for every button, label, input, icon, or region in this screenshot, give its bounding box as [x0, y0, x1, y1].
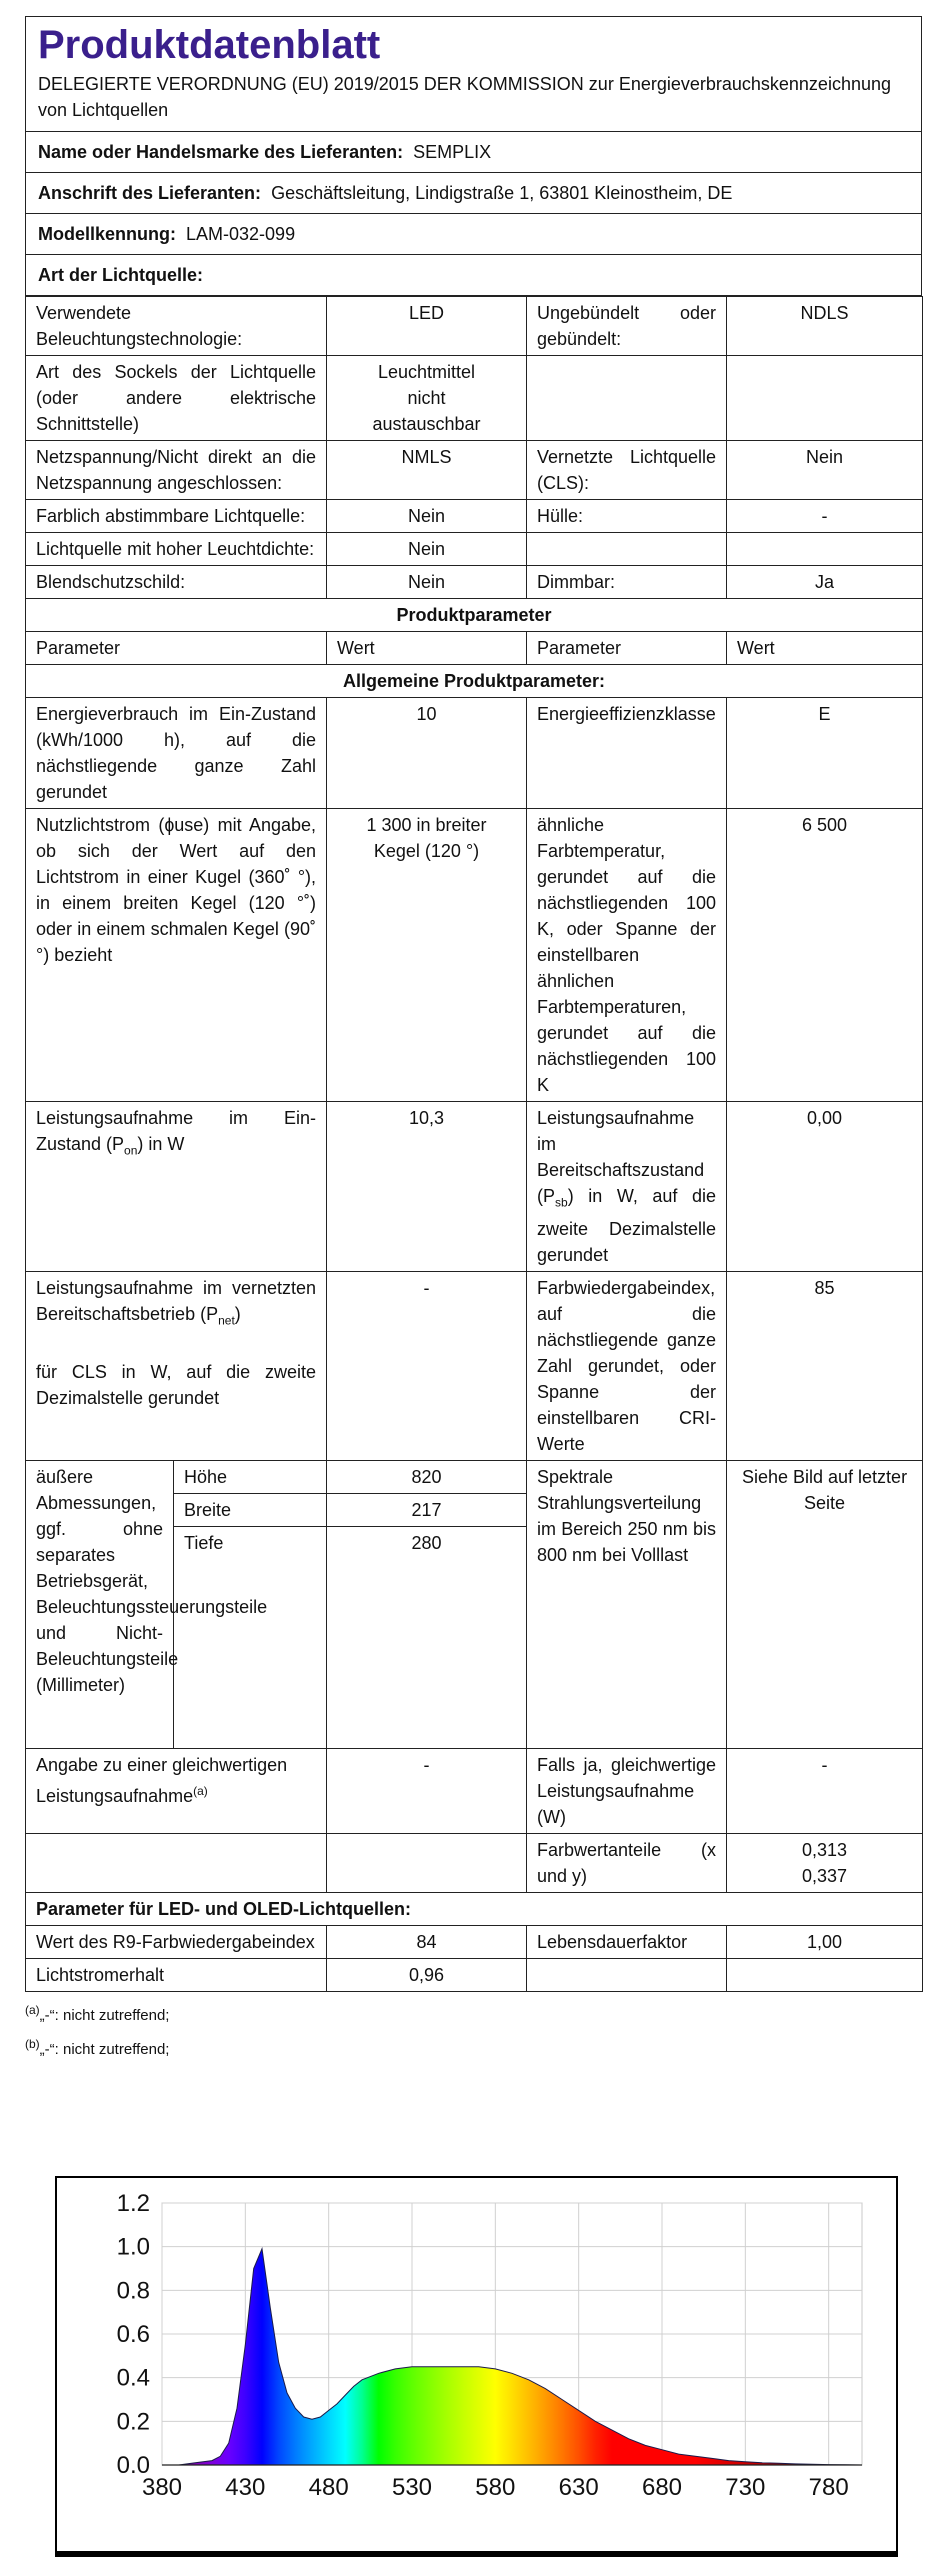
x-tick-label: 580 — [475, 2474, 516, 2501]
socket-value: Leuchtmittel nicht austauschbar — [327, 356, 527, 441]
table-row — [26, 1833, 923, 1892]
depth-label: Tiefe — [174, 1526, 327, 1748]
depth-value: 280 — [327, 1526, 527, 1748]
product-parameters-heading: Produktparameter — [26, 599, 923, 632]
anti-glare-value: Nein — [327, 566, 527, 599]
equivalent-watts-value: - — [727, 1748, 923, 1833]
equivalent-power-label: Angabe zu einer gleichwertigen Leistungsaufnahme$^{(a)}$ — [26, 1748, 327, 1833]
standby-power-value: 0,00 — [727, 1102, 923, 1272]
r9-value: 84 — [327, 1925, 527, 1958]
empty-cell — [527, 356, 727, 441]
dimmable-label: Dimmbar: — [527, 566, 727, 599]
footnotes — [25, 1996, 922, 2064]
table-row — [26, 533, 923, 566]
model-value: LAM-032-099 — [186, 224, 296, 244]
datasheet — [25, 16, 922, 2064]
luminous-flux-value: 1 300 in breiter Kegel (120 °) — [327, 809, 527, 1102]
cls-value: Nein — [727, 441, 923, 500]
lifetime-factor-label: Lebensdauerfaktor — [527, 1925, 727, 1958]
energy-class-value: E — [727, 698, 923, 809]
parameter-table — [25, 296, 923, 1992]
table-row — [26, 665, 923, 698]
supplier-address-value: Geschäftsleitung, Lindigstraße 1, 63801 Kleinostheim, DE — [271, 183, 733, 203]
lifetime-factor-value: 1,00 — [727, 1925, 923, 1958]
table-row — [26, 1748, 923, 1833]
column-header-value: Wert — [727, 632, 923, 665]
energy-consumption-label: Energieverbrauch im Ein-Zustand (kWh/1000 h), auf die nächstliegende ganze Zahl gerundet — [26, 698, 327, 809]
tech-label: Verwendete Beleuchtungstechnologie: — [26, 297, 327, 356]
table-row — [26, 297, 923, 356]
x-tick-label: 530 — [391, 2474, 433, 2501]
y-tick-label: 1.0 — [116, 2233, 150, 2261]
table-row — [26, 698, 923, 809]
networked-standby-label: Leistungsaufnahme im vernetzten Bereitschaftsbetrieb $(P_{net})$ für CLS in W, auf die zweite Dezimalstelle gerundet — [26, 1271, 327, 1460]
model-row — [25, 214, 922, 255]
spectral-distribution-label: Spektrale Strahlungsverteilung im Bereich 250 nm bis 800 nm bei Volllast — [527, 1460, 727, 1748]
cri-value: 85 — [727, 1271, 923, 1460]
on-mode-power-value: 10,3 — [327, 1102, 527, 1272]
r9-label: Wert des R9-Farbwiedergabeindex — [26, 1925, 327, 1958]
width-value: 217 — [327, 1493, 527, 1526]
bundled-label: Ungebündelt oder gebündelt: — [527, 297, 727, 356]
y-tick-label: 0.4 — [116, 2364, 150, 2392]
equivalent-power-value: - — [327, 1748, 527, 1833]
standby-power-label: Leistungsaufnahme im Bereitschaftszustand $(P_{sb})$ in W, auf die zweite Dezimalstelle gerundet — [527, 1102, 727, 1272]
empty-cell — [727, 533, 923, 566]
table-row — [26, 1958, 923, 1991]
mains-label: Netzspannung/Nicht direkt an die Netzspannung angeschlossen: — [26, 441, 327, 500]
luminous-flux-label: Nutzlichtstrom (ɸuse) mit Angabe, ob sich der Wert auf den Lichtstrom in einer Kugel (360˚ °), in einem breiten Kegel (120 °˚) oder in einem schmalen Kegel (90˚ °) bezieht — [26, 809, 327, 1102]
model-label: Modellkennung: — [38, 224, 176, 244]
table-row — [26, 356, 923, 441]
empty-cell — [527, 533, 727, 566]
supplier-address-label: Anschrift des Lieferanten: — [38, 183, 262, 203]
y-tick-label: 0.8 — [116, 2277, 150, 2305]
x-tick-label: 380 — [141, 2474, 183, 2501]
empty-cell — [527, 1958, 727, 1991]
equivalent-watts-label: Falls ja, gleichwertige Leistungsaufnahme (W) — [527, 1748, 727, 1833]
spectrum-chart-frame — [55, 2176, 898, 2553]
colour-tunable-value: Nein — [327, 500, 527, 533]
tech-value: LED — [327, 297, 527, 356]
column-header-value: Wert — [327, 632, 527, 665]
table-row — [26, 599, 923, 632]
page-title: Produktdatenblatt — [38, 23, 381, 67]
footnote-a: $^{(a)}$„-“: nicht zutreffend; — [25, 2002, 170, 2024]
empty-cell — [727, 1958, 923, 1991]
socket-label: Art des Sockels der Lichtquelle (oder andere elektrische Schnittstelle) — [26, 356, 327, 441]
column-header-parameter: Parameter — [26, 632, 327, 665]
x-tick-label: 630 — [558, 2474, 599, 2501]
table-row — [26, 566, 923, 599]
title-box — [25, 16, 922, 132]
energy-class-label: Energieeffizienzklasse — [527, 698, 727, 809]
empty-cell — [727, 356, 923, 441]
led-parameters-heading: Parameter für LED- und OLED-Lichtquellen: — [26, 1892, 923, 1925]
table-row — [26, 1925, 923, 1958]
table-row — [26, 632, 923, 665]
chromaticity-label: Farbwertanteile (x und y) — [527, 1833, 727, 1892]
y-tick-label: 0.2 — [116, 2408, 150, 2436]
anti-glare-label: Blendschutzschild: — [26, 566, 327, 599]
x-tick-label: 430 — [225, 2474, 266, 2501]
height-label: Höhe — [174, 1460, 327, 1493]
table-row — [26, 1460, 923, 1493]
empty-cell — [327, 1833, 527, 1892]
table-row — [26, 500, 923, 533]
general-parameters-heading: Allgemeine Produktparameter: — [26, 665, 923, 698]
x-tick-label: 730 — [725, 2474, 766, 2501]
regulation-subtitle: DELEGIERTE VERORDNUNG (EU) 2019/2015 DER KOMMISSION zur Energieverbrauchskennzeichnung von Lichtquellen — [38, 74, 891, 120]
y-tick-label: 0.6 — [116, 2321, 150, 2348]
supplier-name-row — [25, 132, 922, 173]
table-row — [26, 441, 923, 500]
colour-temperature-label: ähnliche Farbtemperatur, gerundet auf die nächstliegenden 100 K, oder Spanne der einstellbaren ähnlichen Farbtemperaturen, gerundet auf die nächstliegenden 100 K — [527, 809, 727, 1102]
colour-temperature-value: 6 500 — [727, 809, 923, 1102]
energy-consumption-value: 10 — [327, 698, 527, 809]
table-row — [26, 809, 923, 1102]
colour-tunable-label: Farblich abstimmbare Lichtquelle: — [26, 500, 327, 533]
dimensions-label: äußere Abmessungen, ggf. ohne separates Betriebsgerät, Beleuchtungssteuerungsteile und Nicht-Beleuchtungsteile (Millimeter) — [26, 1460, 174, 1748]
height-value: 820 — [327, 1460, 527, 1493]
table-row — [26, 1271, 923, 1460]
empty-cell — [26, 1833, 327, 1892]
y-tick-label: 0.0 — [116, 2452, 150, 2479]
shell-value: - — [727, 500, 923, 533]
y-tick-label: 1.2 — [116, 2190, 150, 2217]
width-label: Breite — [174, 1493, 327, 1526]
high-luminance-label: Lichtquelle mit hoher Leuchtdichte: — [26, 533, 327, 566]
footnote-b: $^{(b)}$„-“: nicht zutreffend; — [25, 2036, 170, 2058]
cls-label: Vernetzte Lichtquelle (CLS): — [527, 441, 727, 500]
on-mode-power-label: Leistungsaufnahme im Ein-Zustand $(P_{on})$ in W — [26, 1102, 327, 1272]
high-luminance-value: Nein — [327, 533, 527, 566]
supplier-address-row — [25, 173, 922, 214]
supplier-name-label: Name oder Handelsmarke des Lieferanten: — [38, 142, 404, 162]
x-tick-label: 480 — [308, 2474, 349, 2501]
column-header-parameter: Parameter — [527, 632, 727, 665]
shell-label: Hülle: — [527, 500, 727, 533]
networked-standby-value: - — [327, 1271, 527, 1460]
x-tick-label: 680 — [641, 2474, 683, 2501]
bundled-value: NDLS — [727, 297, 923, 356]
cri-label: Farbwiedergabeindex, auf die nächstliegende ganze Zahl gerundet, oder Spanne der einstellbaren CRI-Werte — [527, 1271, 727, 1460]
chromaticity-value: 0,313 0,337 — [727, 1833, 923, 1892]
table-row — [26, 1892, 923, 1925]
lumen-maintenance-value: 0,96 — [327, 1958, 527, 1991]
x-tick-label: 780 — [808, 2474, 849, 2501]
table-row — [26, 1102, 923, 1272]
supplier-name-value: SEMPLIX — [413, 142, 492, 162]
lumen-maintenance-label: Lichtstromerhalt — [26, 1958, 327, 1991]
light-source-type-heading: Art der Lichtquelle: — [25, 255, 922, 296]
spectral-distribution-value: Siehe Bild auf letzter Seite — [727, 1460, 923, 1748]
dimmable-value: Ja — [727, 566, 923, 599]
mains-value: NMLS — [327, 441, 527, 500]
spectrum-chart — [57, 2178, 896, 2551]
